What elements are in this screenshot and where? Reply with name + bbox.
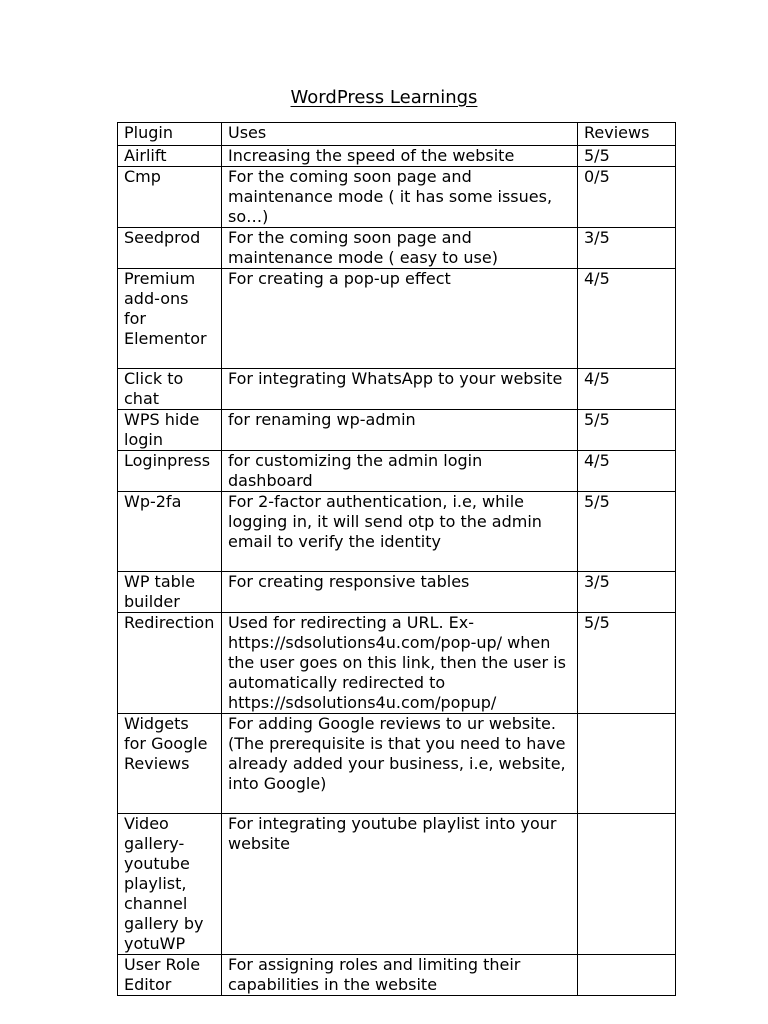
plugin-cell: Redirection bbox=[118, 613, 222, 714]
uses-cell: For adding Google reviews to ur website. (The prerequisite is that you need to have already added your business, i.e, website, into Google) bbox=[222, 714, 578, 814]
table-row bbox=[118, 814, 676, 955]
table-row bbox=[118, 613, 676, 714]
uses-cell: For integrating WhatsApp to your website bbox=[222, 369, 578, 410]
header-plugin: Plugin bbox=[118, 123, 222, 146]
table-header-row bbox=[118, 123, 676, 146]
uses-cell: For the coming soon page and maintenance mode ( it has some issues, so…) bbox=[222, 167, 578, 228]
plugins-table bbox=[117, 122, 676, 996]
uses-cell: For assigning roles and limiting their capabilities in the website bbox=[222, 955, 578, 996]
uses-cell: for renaming wp-admin bbox=[222, 410, 578, 451]
uses-cell: for customizing the admin login dashboard bbox=[222, 451, 578, 492]
table-row bbox=[118, 269, 676, 369]
review-cell bbox=[578, 814, 676, 955]
table-row bbox=[118, 492, 676, 572]
header-reviews: Reviews bbox=[578, 123, 676, 146]
review-cell: 3/5 bbox=[578, 228, 676, 269]
review-cell bbox=[578, 955, 676, 996]
uses-cell: Used for redirecting a URL. Ex- https://sdsolutions4u.com/pop-up/ when the user goes on this link, then the user is automatically redirected to https://sdsolutions4u.com/popup/ bbox=[222, 613, 578, 714]
plugin-cell: Seedprod bbox=[118, 228, 222, 269]
plugin-cell: Premium add-ons for Elementor bbox=[118, 269, 222, 369]
plugin-cell: Widgets for Google Reviews bbox=[118, 714, 222, 814]
review-cell: 5/5 bbox=[578, 146, 676, 167]
review-cell: 4/5 bbox=[578, 451, 676, 492]
plugin-cell: WPS hide login bbox=[118, 410, 222, 451]
plugin-cell: Loginpress bbox=[118, 451, 222, 492]
plugin-cell: Video gallery- youtube playlist, channel gallery by yotuWP bbox=[118, 814, 222, 955]
review-cell: 3/5 bbox=[578, 572, 676, 613]
table-row bbox=[118, 410, 676, 451]
review-cell: 4/5 bbox=[578, 269, 676, 369]
table-row bbox=[118, 167, 676, 228]
plugin-cell: Click to chat bbox=[118, 369, 222, 410]
plugin-cell: Airlift bbox=[118, 146, 222, 167]
plugin-cell: Wp-2fa bbox=[118, 492, 222, 572]
review-cell: 5/5 bbox=[578, 410, 676, 451]
plugin-cell: Cmp bbox=[118, 167, 222, 228]
table-row bbox=[118, 369, 676, 410]
review-cell: 5/5 bbox=[578, 492, 676, 572]
page-title: WordPress Learnings bbox=[290, 87, 478, 108]
uses-cell: For integrating youtube playlist into your website bbox=[222, 814, 578, 955]
plugin-cell: User Role Editor bbox=[118, 955, 222, 996]
table-row bbox=[118, 572, 676, 613]
table-row bbox=[118, 228, 676, 269]
review-cell: 0/5 bbox=[578, 167, 676, 228]
table-row bbox=[118, 955, 676, 996]
uses-cell: For creating a pop-up effect bbox=[222, 269, 578, 369]
uses-cell: For the coming soon page and maintenance mode ( easy to use) bbox=[222, 228, 578, 269]
uses-cell: For creating responsive tables bbox=[222, 572, 578, 613]
header-uses: Uses bbox=[222, 123, 578, 146]
plugin-cell: WP table builder bbox=[118, 572, 222, 613]
table-row bbox=[118, 714, 676, 814]
review-cell: 5/5 bbox=[578, 613, 676, 714]
review-cell bbox=[578, 714, 676, 814]
uses-cell: For 2-factor authentication, i.e, while logging in, it will send otp to the admin email to verify the identity bbox=[222, 492, 578, 572]
table-row bbox=[118, 146, 676, 167]
review-cell: 4/5 bbox=[578, 369, 676, 410]
table-row bbox=[118, 451, 676, 492]
uses-cell: Increasing the speed of the website bbox=[222, 146, 578, 167]
